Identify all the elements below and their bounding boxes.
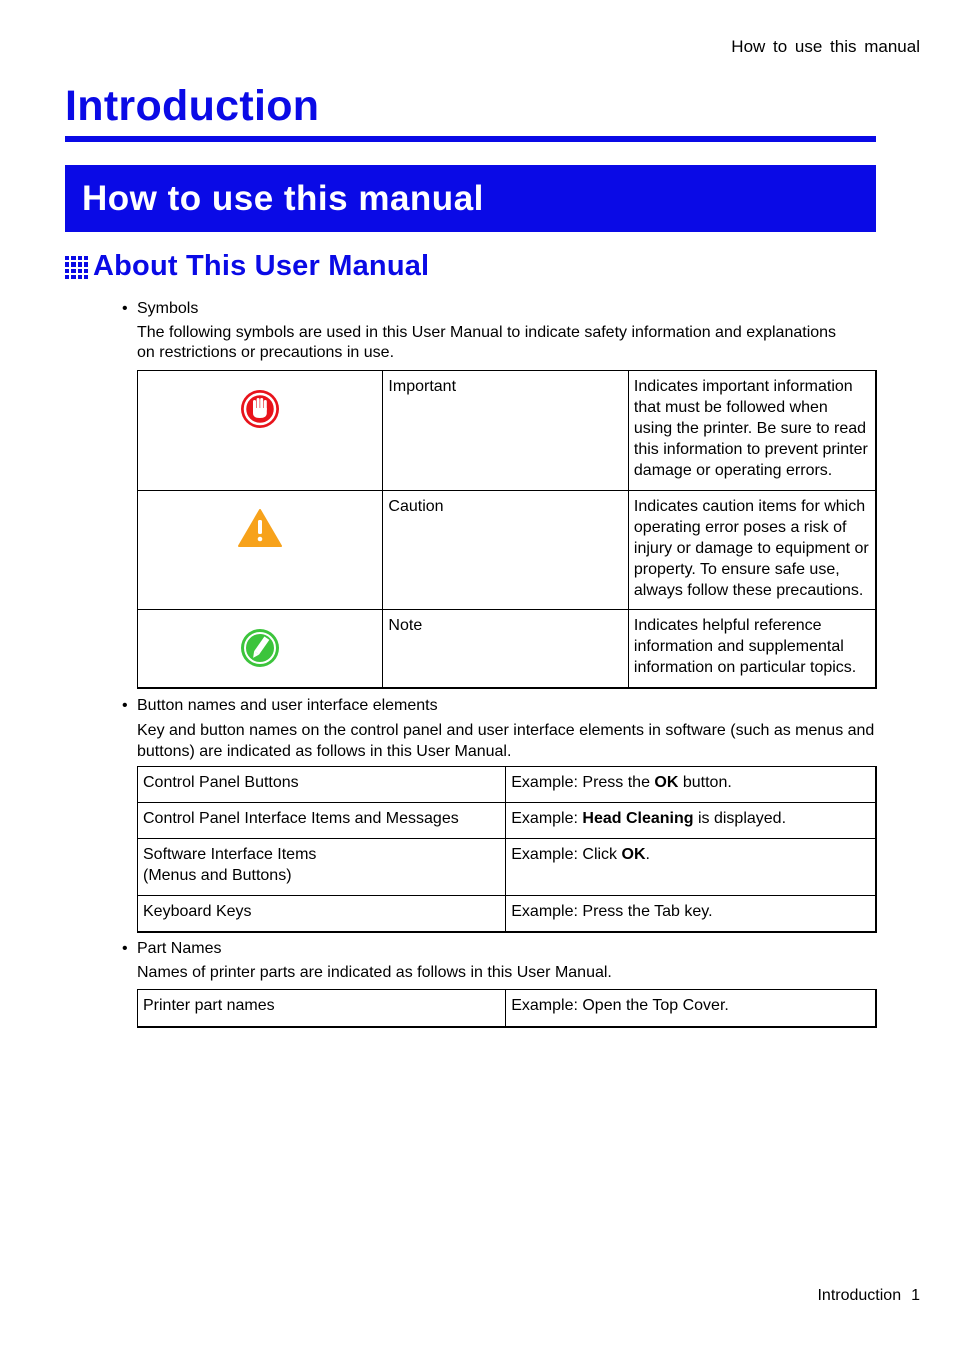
symbol-icon-cell bbox=[138, 610, 383, 688]
part-type: Printer part names bbox=[138, 990, 506, 1027]
buttons-description: Key and button names on the control panel and user interface elements in software (such as menus and buttons) are indicated as follows in this User Manual. bbox=[137, 722, 875, 760]
subsection-heading bbox=[65, 250, 429, 283]
symbol-label: Important bbox=[383, 371, 628, 491]
grid-icon bbox=[65, 256, 88, 279]
stop-hand-icon bbox=[239, 388, 281, 430]
warning-triangle-icon bbox=[237, 508, 283, 548]
symbols-table bbox=[137, 370, 877, 689]
chapter-title: Introduction bbox=[65, 82, 320, 130]
chapter-divider bbox=[65, 136, 876, 142]
symbol-label: Caution bbox=[383, 491, 628, 610]
ui-elements-table bbox=[137, 766, 877, 933]
element-example: Example: Press the Tab key. bbox=[506, 896, 876, 932]
table-row bbox=[138, 896, 877, 932]
pencil-note-icon bbox=[239, 627, 281, 669]
section-title: How to use this manual bbox=[82, 179, 484, 218]
element-example: Example: Head Cleaning is displayed. bbox=[506, 803, 876, 839]
symbol-label: Note bbox=[383, 610, 628, 688]
symbols-description: The following symbols are used in this User Manual to indicate safety information and explanations on restrictions or precautions in use. bbox=[137, 324, 837, 361]
symbols-heading-text: Symbols bbox=[137, 300, 199, 317]
element-type: Control Panel Interface Items and Messages bbox=[138, 803, 506, 839]
table-row bbox=[138, 803, 877, 839]
symbol-description: Indicates caution items for which operating error poses a risk of injury or damage to equipment or property. To ensure safe use, always follow these precautions. bbox=[628, 491, 876, 610]
element-type: Keyboard Keys bbox=[138, 896, 506, 932]
table-row bbox=[138, 491, 877, 610]
parts-heading-text: Part Names bbox=[137, 940, 222, 957]
element-type: Control Panel Buttons bbox=[138, 767, 506, 803]
symbol-description: Indicates helpful reference information and supplemental information on particular topics. bbox=[628, 610, 876, 688]
symbols-heading bbox=[122, 299, 882, 319]
parts-block bbox=[122, 939, 882, 983]
bullet-dot: • bbox=[122, 697, 128, 714]
bullet-dot: • bbox=[122, 940, 128, 957]
element-example: Example: Click OK. bbox=[506, 839, 876, 896]
table-row bbox=[138, 767, 877, 803]
table-row bbox=[138, 610, 877, 688]
running-header: How to use this manual bbox=[731, 37, 920, 56]
bullet-dot: • bbox=[122, 300, 128, 317]
symbol-description: Indicates important information that must be followed when using the printer. Be sure to read this information to prevent printer damage or operating errors. bbox=[628, 371, 876, 491]
table-row bbox=[138, 371, 877, 491]
buttons-heading bbox=[122, 696, 882, 716]
part-names-table bbox=[137, 989, 877, 1028]
element-example: Example: Press the OK button. bbox=[506, 767, 876, 803]
section-banner bbox=[65, 165, 876, 232]
element-type: Software Interface Items (Menus and Buttons) bbox=[138, 839, 506, 896]
subsection-title: About This User Manual bbox=[93, 250, 430, 282]
buttons-heading-text: Button names and user interface elements bbox=[137, 697, 438, 714]
table-row bbox=[138, 839, 877, 896]
buttons-block bbox=[122, 696, 882, 762]
page-number: 1 bbox=[911, 1287, 920, 1304]
symbols-block bbox=[122, 299, 882, 363]
part-example: Example: Open the Top Cover. bbox=[506, 990, 876, 1027]
symbol-icon-cell bbox=[138, 491, 383, 610]
table-row bbox=[138, 990, 877, 1027]
parts-description: Names of printer parts are indicated as follows in this User Manual. bbox=[137, 964, 612, 981]
parts-heading bbox=[122, 939, 882, 959]
footer-chapter: Introduction bbox=[817, 1287, 902, 1304]
symbol-icon-cell bbox=[138, 371, 383, 491]
page-footer bbox=[817, 1287, 920, 1305]
